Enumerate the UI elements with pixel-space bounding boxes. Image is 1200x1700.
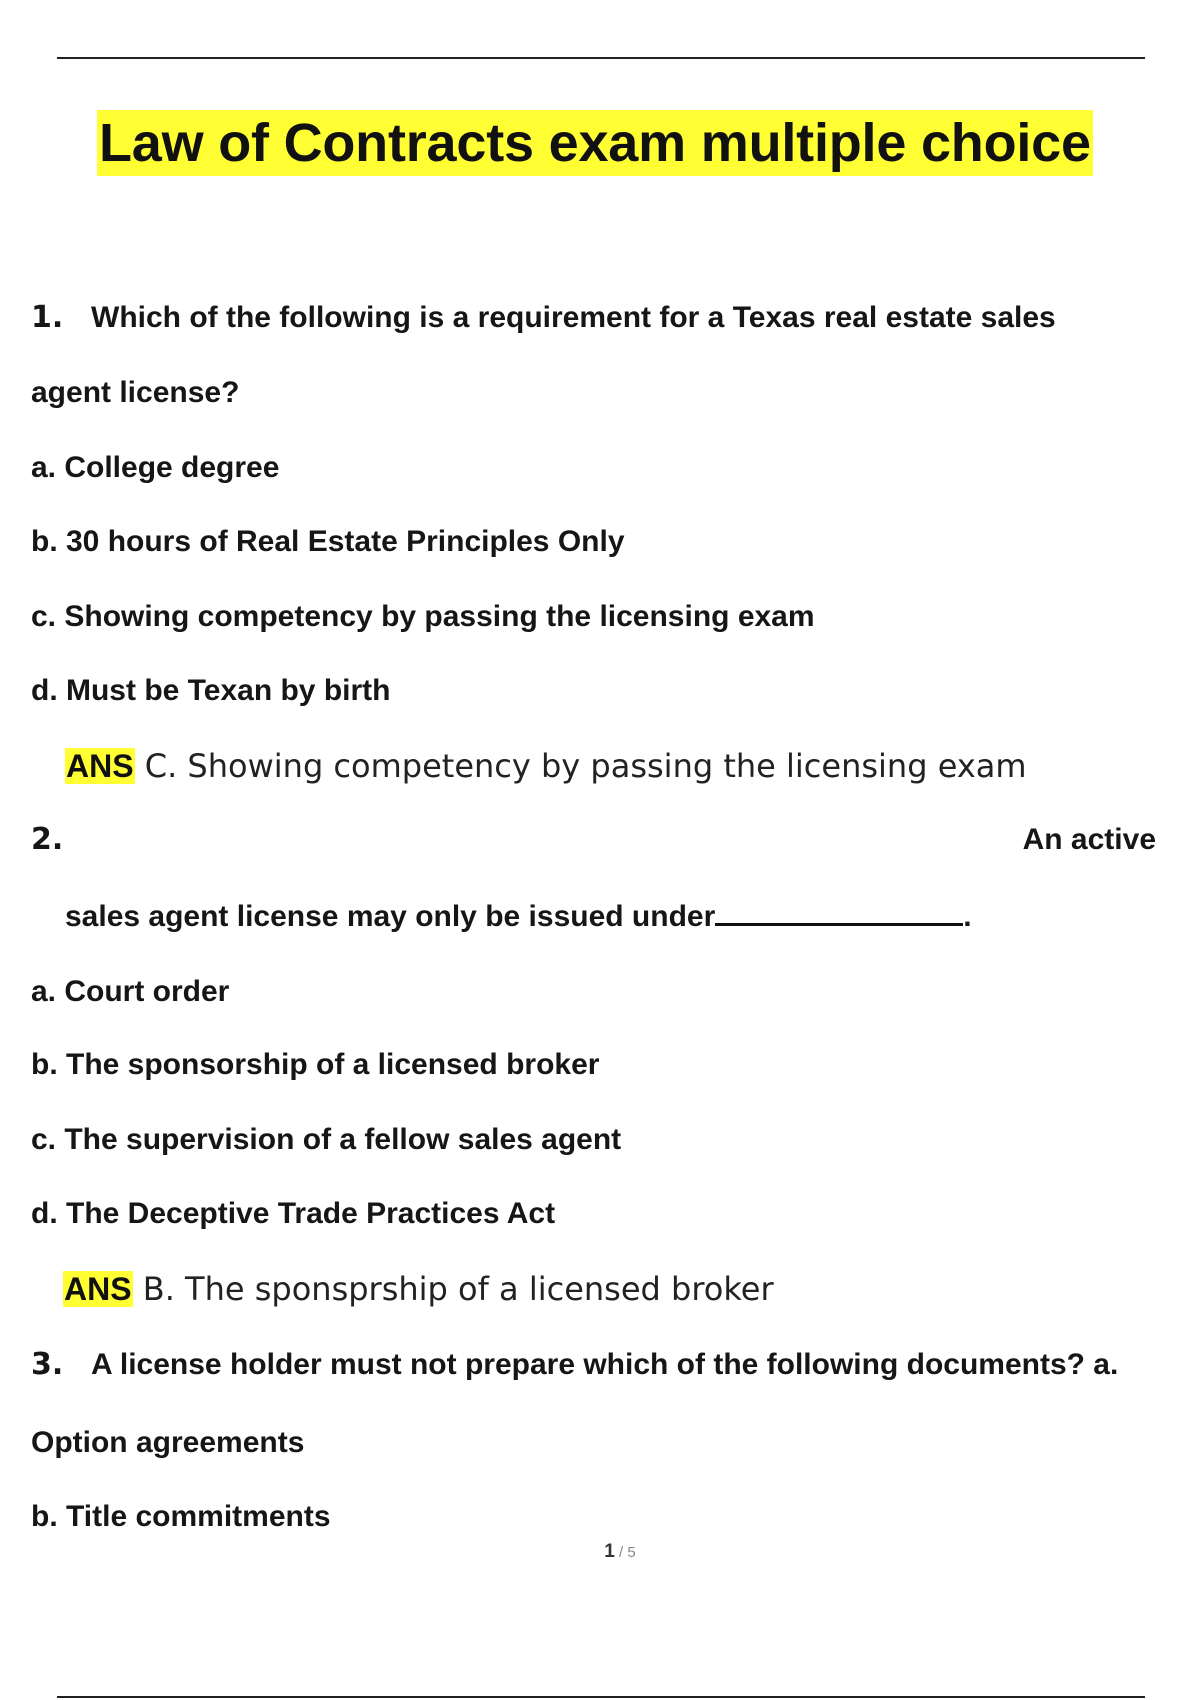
question-2-option-c: c. The supervision of a fellow sales agent (31, 1123, 622, 1156)
question-2-option-a: a. Court order (31, 975, 230, 1008)
fill-in-blank (715, 897, 963, 926)
question-1-answer (65, 745, 1027, 787)
question-1-option-c: c. Showing competency by passing the licensing exam (31, 600, 815, 633)
title-block (97, 110, 1093, 176)
question-2-stem (65, 897, 972, 937)
current-page: 1 (604, 1541, 615, 1562)
page-separator: / (614, 1544, 628, 1561)
answer-label: ANS (66, 748, 134, 784)
document-title: Law of Contracts exam multiple choice (97, 110, 1093, 176)
question-2-answer (63, 1268, 774, 1310)
page-number (0, 1541, 1200, 1563)
question-2-number-line (31, 820, 91, 860)
question-1-option-b: b. 30 hours of Real Estate Principles Only (31, 525, 625, 558)
question-2-stem-line2: sales agent license may only be issued under (65, 900, 716, 933)
top-rule (57, 57, 1145, 59)
bottom-rule (57, 1696, 1145, 1698)
question-3-stem-line2: Option agreements (31, 1426, 305, 1459)
question-1-stem-line2: agent license? (31, 376, 240, 409)
question-2-number: 2. (31, 822, 64, 857)
total-pages: 5 (627, 1544, 636, 1561)
question-1-stem-line1: Which of the following is a requirement for a Texas real estate sales (91, 301, 1056, 334)
question-1-number: 1. (31, 300, 64, 335)
question-1-answer-text: C. Showing competency by passing the licensing exam (144, 747, 1027, 785)
question-2-stem-right: An active (1022, 823, 1156, 856)
question-2-answer-text: B. The sponsprship of a licensed broker (142, 1270, 774, 1308)
question-3-number: 3. (31, 1347, 64, 1382)
question-2-stem-end: . (963, 900, 972, 933)
question-3-stem (31, 1345, 1118, 1385)
question-3-stem-line1: A license holder must not prepare which of the following documents? a. (91, 1348, 1119, 1381)
question-2-option-d: d. The Deceptive Trade Practices Act (31, 1197, 556, 1230)
question-1-option-d: d. Must be Texan by birth (31, 674, 391, 707)
question-1-option-a: a. College degree (31, 451, 280, 484)
answer-label: ANS (64, 1271, 132, 1307)
question-3-option-b: b. Title commitments (31, 1500, 331, 1533)
question-1-stem (31, 298, 1056, 338)
question-2-option-b: b. The sponsorship of a licensed broker (31, 1048, 600, 1081)
